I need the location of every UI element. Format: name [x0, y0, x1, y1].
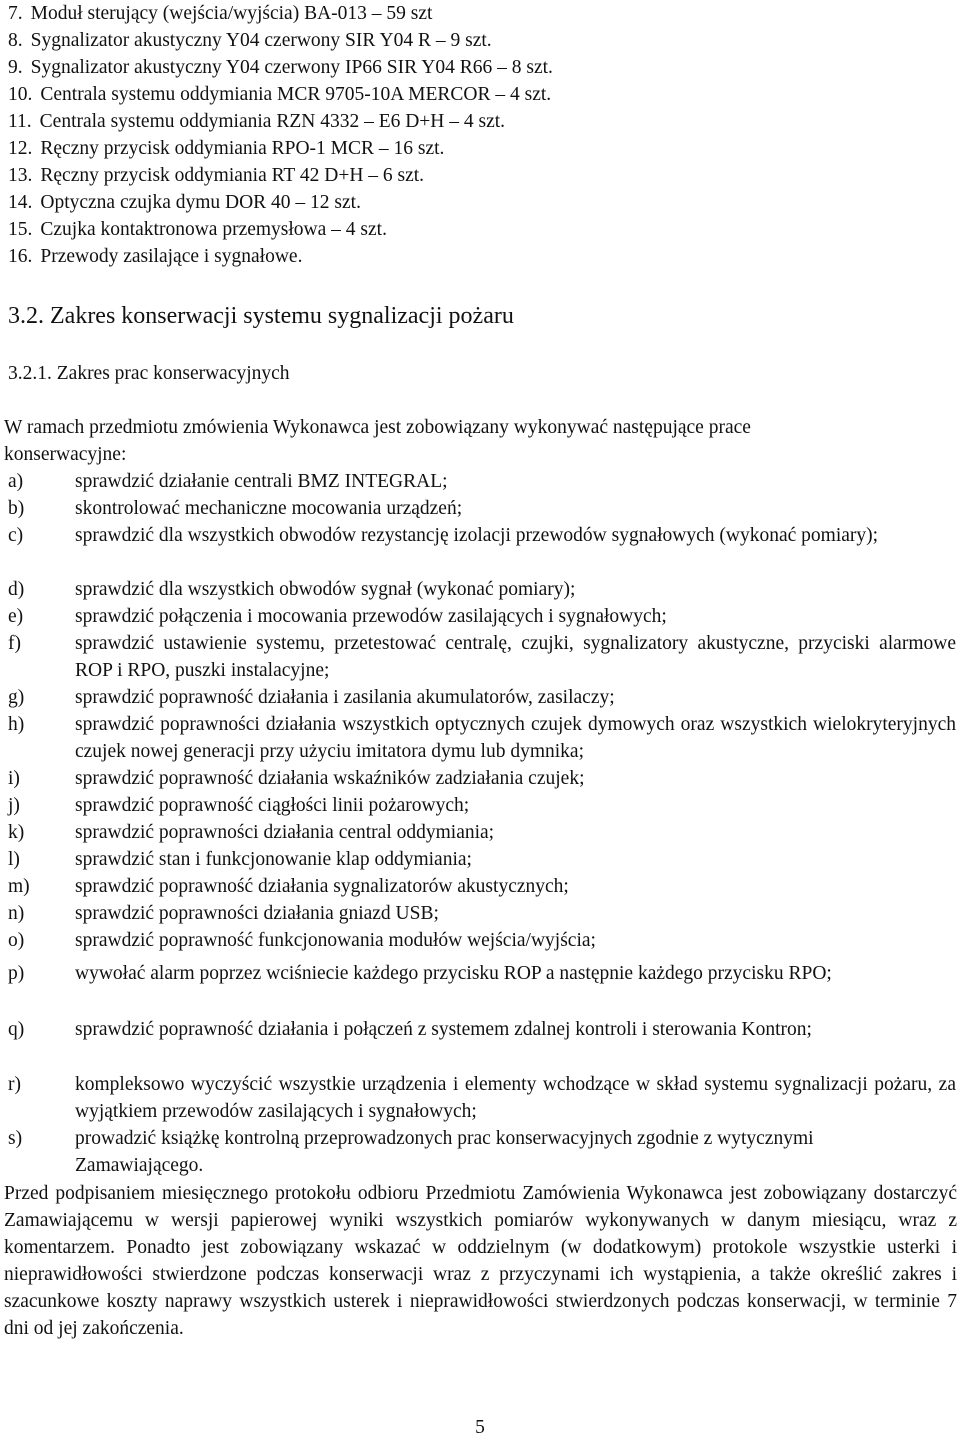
list-item — [8, 243, 302, 270]
list-item-number: 7. — [8, 3, 23, 24]
task-item-q — [8, 1016, 956, 1043]
task-marker: c) — [8, 525, 24, 546]
task-marker: f) — [8, 633, 21, 654]
task-marker: d) — [8, 579, 25, 600]
list-item — [8, 0, 432, 27]
task-item-l — [8, 846, 956, 873]
intro-line: W ramach przedmiotu zmówienia Wykonawca jest zobowiązany wykonywać następujące prace — [4, 417, 751, 438]
task-item-r — [8, 1071, 956, 1125]
task-marker: l) — [8, 849, 20, 870]
list-item — [8, 189, 361, 216]
task-text: sprawdzić poprawność ciągłości linii pożarowych; — [75, 795, 470, 816]
subsection-heading: 3.2.1. Zakres prac konserwacyjnych — [8, 363, 290, 384]
list-item-text: Czujka kontaktronowa przemysłowa – 4 szt. — [40, 219, 387, 240]
task-text: sprawdzić połączenia i mocowania przewodów zasilających i sygnałowych; — [75, 606, 667, 627]
task-marker: m) — [8, 876, 30, 897]
task-marker: s) — [8, 1128, 23, 1149]
task-text: sprawdzić ustawienie systemu, przetestować centralę, czujki, sygnalizatory akustyczne, przyciski alarmowe ROP i RPO, puszki instalacyjne; — [75, 633, 956, 681]
task-item-o — [8, 927, 956, 954]
task-item-h — [8, 711, 956, 765]
task-item-f — [8, 630, 956, 684]
task-text: sprawdzić poprawność działania wskaźników zadziałania czujek; — [75, 768, 585, 789]
section-heading: 3.2. Zakres konserwacji systemu sygnalizacji pożaru — [8, 303, 514, 329]
task-marker: j) — [8, 795, 20, 816]
task-item-c — [8, 522, 956, 549]
task-text: sprawdzić poprawności działania central oddymiania; — [75, 822, 495, 843]
task-item-j — [8, 792, 956, 819]
task-item-g — [8, 684, 956, 711]
list-item-text: Ręczny przycisk oddymiania RPO-1 MCR – 16 szt. — [40, 138, 445, 159]
list-item-text: Moduł sterujący (wejścia/wyjścia) BA-013 – 59 szt — [30, 3, 433, 24]
task-marker: i) — [8, 768, 20, 789]
list-item-number: 10. — [8, 84, 33, 105]
task-item-i — [8, 765, 956, 792]
list-item-text: Centrala systemu oddymiania RZN 4332 – E6 D+H – 4 szt. — [39, 111, 506, 132]
task-text: sprawdzić poprawności działania wszystkich optycznych czujek dymowych oraz wszystkich wielokryteryjnych czujek nowej generacji przy użyciu imitatora dymu lub dymnika; — [75, 714, 956, 762]
list-item-number: 14. — [8, 192, 33, 213]
list-item — [8, 162, 424, 189]
list-item — [8, 216, 387, 243]
list-item-number: 16. — [8, 246, 33, 267]
task-marker: h) — [8, 714, 25, 735]
task-item-m — [8, 873, 956, 900]
task-marker: n) — [8, 903, 25, 924]
list-item-number: 8. — [8, 30, 23, 51]
closing-paragraph: Przed podpisaniem miesięcznego protokołu odbioru Przedmiotu Zamówienia Wykonawca jest zobowiązany dostarczyć Zamawiającemu w wersji papierowej wyniki wszystkich pomiarów wykonywanych w danym miesiącu, wraz z komentarzem. Ponadto jest zobowiązany wskazać w oddzielnym (w dodatkowym) protokole wszystkie usterki i nieprawidłowości stwierdzone podczas konserwacji wraz z przyczynami ich wystąpienia, a także określić zakres i szacunkowe koszty naprawy wszystkich usterek i nieprawidłowości stwierdzonych podczas konserwacji, w terminie 7 dni od jej zakończenia. — [4, 1183, 957, 1339]
task-text: sprawdzić stan i funkcjonowanie klap oddymiania; — [75, 849, 472, 870]
task-marker: e) — [8, 606, 24, 627]
task-item-d — [8, 576, 956, 603]
task-text: prowadzić książkę kontrolną przeprowadzonych prac konserwacyjnych zgodnie z wytycznymi Zamawiającego. — [75, 1128, 814, 1176]
list-item-number: 9. — [8, 57, 23, 78]
task-text: sprawdzić poprawność działania i połączeń z systemem zdalnej kontroli i sterowania Kontron; — [75, 1019, 812, 1040]
list-item-text: Ręczny przycisk oddymiania RT 42 D+H – 6 szt. — [40, 165, 425, 186]
list-item — [8, 108, 505, 135]
task-text: wywołać alarm poprzez wciśniecie każdego przycisku ROP a następnie każdego przycisku RPO; — [75, 963, 832, 984]
list-item-number: 12. — [8, 138, 33, 159]
list-item-text: Centrala systemu oddymiania MCR 9705-10A MERCOR – 4 szt. — [40, 84, 552, 105]
task-text: sprawdzić poprawność działania sygnalizatorów akustycznych; — [75, 876, 569, 897]
list-item — [8, 27, 492, 54]
page-number: 5 — [475, 1417, 485, 1438]
task-text: sprawdzić poprawność funkcjonowania modułów wejścia/wyjścia; — [75, 930, 596, 951]
task-text: sprawdzić poprawność działania i zasilania akumulatorów, zasilaczy; — [75, 687, 615, 708]
task-marker: p) — [8, 963, 25, 984]
intro-line-continued: konserwacyjne: — [4, 444, 127, 465]
task-item-k — [8, 819, 956, 846]
list-item-text: Sygnalizator akustyczny Y04 czerwony IP66 SIR Y04 R66 – 8 szt. — [30, 57, 553, 78]
list-item-text: Optyczna czujka dymu DOR 40 – 12 szt. — [40, 192, 361, 213]
task-marker: q) — [8, 1019, 25, 1040]
list-item-number: 15. — [8, 219, 33, 240]
list-item-text: Sygnalizator akustyczny Y04 czerwony SIR Y04 R – 9 szt. — [30, 30, 492, 51]
task-item-p — [8, 960, 956, 987]
task-marker: o) — [8, 930, 25, 951]
task-marker: k) — [8, 822, 25, 843]
task-item-n — [8, 900, 956, 927]
list-item — [8, 81, 551, 108]
task-text: sprawdzić dla wszystkich obwodów rezystancję izolacji przewodów sygnałowych (wykonać pomiary); — [75, 525, 879, 546]
list-item-number: 13. — [8, 165, 33, 186]
task-text: skontrolować mechaniczne mocowania urządzeń; — [75, 498, 463, 519]
task-item-a — [8, 468, 956, 495]
task-text: sprawdzić poprawności działania gniazd USB; — [75, 903, 439, 924]
task-marker: a) — [8, 471, 24, 492]
task-item-s — [8, 1125, 956, 1179]
task-marker: r) — [8, 1074, 21, 1095]
task-text: kompleksowo wyczyścić wszystkie urządzenia i elementy wchodzące w skład systemu sygnalizacji pożaru, za wyjątkiem przewodów zasilających i sygnałowych; — [75, 1074, 956, 1122]
task-marker: b) — [8, 498, 25, 519]
task-text: sprawdzić dla wszystkich obwodów sygnał (wykonać pomiary); — [75, 579, 576, 600]
list-item-number: 11. — [8, 111, 32, 132]
list-item — [8, 54, 553, 81]
task-item-e — [8, 603, 956, 630]
task-text: sprawdzić działanie centrali BMZ INTEGRAL; — [75, 471, 448, 492]
list-item — [8, 135, 444, 162]
task-marker: g) — [8, 687, 25, 708]
task-item-b — [8, 495, 956, 522]
list-item-text: Przewody zasilające i sygnałowe. — [40, 246, 303, 267]
